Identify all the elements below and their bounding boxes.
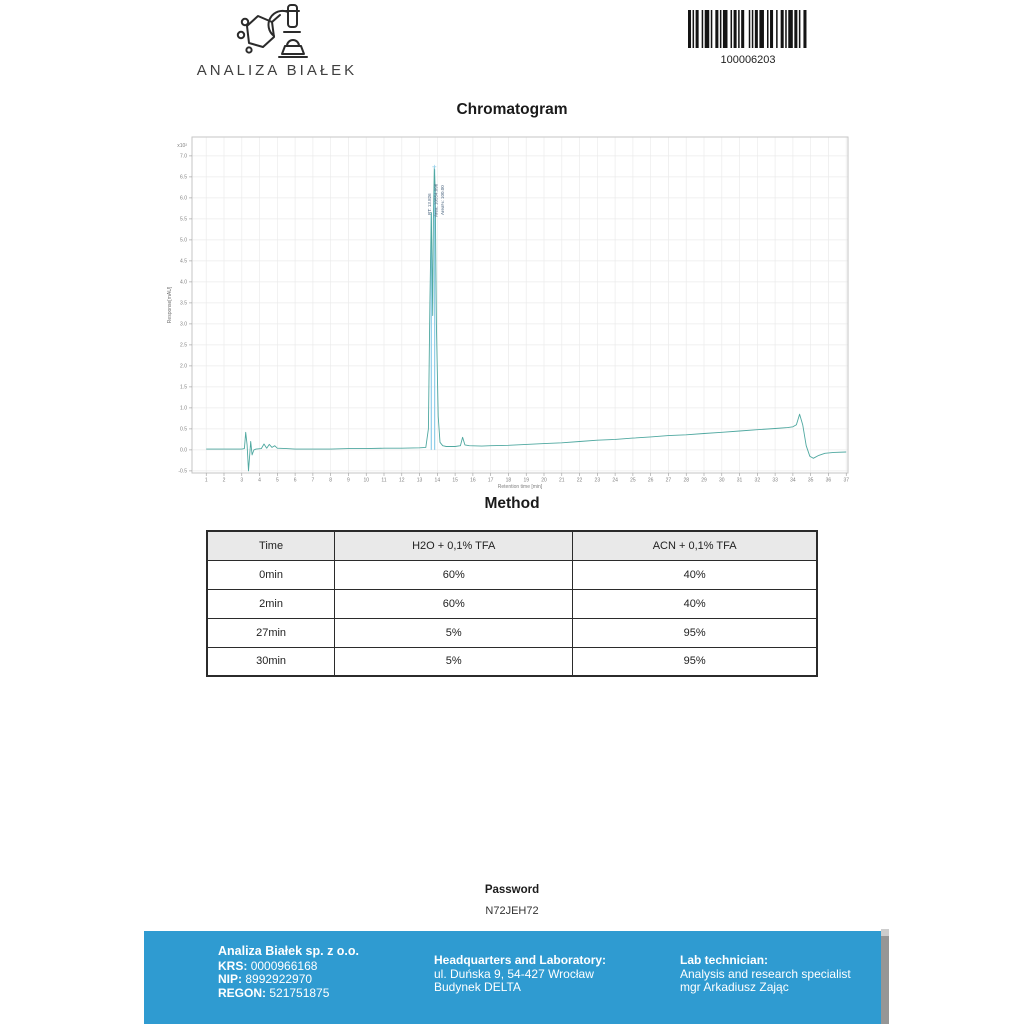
method-header-row	[207, 531, 817, 560]
company-nip: NIP: 8992922970	[218, 972, 313, 986]
x-tick-label: 34	[790, 477, 796, 484]
method-table-head	[207, 531, 817, 560]
y-tick-label: 0.5	[180, 426, 187, 433]
x-tick-label: 4	[258, 477, 261, 484]
peak-apex-marker: +	[431, 162, 437, 172]
x-tick-label: 19	[523, 477, 530, 484]
x-tick-label: 20	[541, 477, 547, 484]
x-tick-label: 14	[434, 477, 441, 484]
technician-line2: mgr Arkadiusz Zając	[680, 980, 789, 994]
y-tick-label: 4.0	[180, 279, 187, 286]
company-krs: KRS: 0000966168	[218, 958, 318, 973]
password-value: N72JEH72	[485, 905, 539, 917]
x-tick-label: 24	[612, 477, 618, 484]
method-cell: 0min	[207, 560, 335, 589]
peak-rt-label: RT: 13.826	[426, 193, 432, 215]
technician-line1: Analysis and research specialist	[680, 966, 851, 981]
method-row	[207, 647, 817, 676]
x-tick-label: 36	[825, 477, 832, 484]
x-tick-label: 21	[558, 477, 565, 484]
x-tick-label: 12	[398, 477, 405, 484]
footer-technician-block	[680, 954, 851, 995]
y-tick-label: 3.5	[180, 300, 187, 307]
x-tick-label: 16	[470, 477, 476, 484]
y-tick-label: 5.0	[180, 237, 187, 244]
method-cell: 30min	[207, 647, 335, 676]
headquarters-address2: Budynek DELTA	[434, 980, 521, 994]
technician-title: Lab technician:	[680, 953, 769, 967]
x-tick-label: 5	[275, 477, 279, 484]
x-tick-label: 28	[683, 477, 690, 484]
method-cell: 95%	[573, 618, 817, 647]
y-tick-label: 4.5	[180, 258, 187, 265]
y-axis-multiplier: x10²	[177, 142, 187, 149]
x-tick-label: 25	[630, 477, 636, 484]
method-title: Method	[484, 495, 540, 512]
method-table	[206, 530, 818, 677]
method-cell: 27min	[207, 618, 335, 647]
x-tick-label: 29	[701, 477, 707, 484]
method-cell: 2min	[207, 589, 335, 618]
y-tick-label: 6.5	[180, 174, 187, 181]
method-cell: 60%	[335, 560, 573, 589]
y-tick-label: 7.0	[180, 153, 187, 160]
y-tick-label: 2.5	[180, 342, 187, 349]
headquarters-address1: ul. Duńska 9, 54-427 Wrocław	[434, 966, 594, 981]
x-tick-label: 22	[576, 477, 583, 484]
x-tick-label: 30	[718, 477, 725, 484]
x-tick-label: 33	[772, 477, 778, 484]
method-row	[207, 560, 817, 589]
y-tick-label: 1.5	[180, 384, 187, 391]
password-label: Password	[484, 884, 540, 896]
method-row	[207, 589, 817, 618]
y-tick-label: -0.5	[178, 468, 187, 475]
brand-name: ANALIZA BIAŁEK	[196, 62, 358, 79]
method-row	[207, 618, 817, 647]
y-tick-label: 1.0	[180, 405, 187, 412]
x-tick-label: 18	[505, 477, 512, 484]
company-name: Analiza Białek sp. z o.o.	[218, 944, 360, 958]
y-tick-label: 3.0	[180, 321, 187, 328]
method-col-header: Time	[207, 531, 335, 560]
peak-area-pct-label: Area%: 100.00	[439, 185, 445, 215]
footer	[144, 931, 881, 1024]
x-tick-label: 3	[240, 477, 244, 484]
y-tick-label: 5.5	[180, 216, 187, 223]
x-tick-label: 37	[843, 477, 850, 484]
y-tick-label: 2.0	[180, 363, 187, 370]
x-axis-label: Retention time [min]	[497, 484, 543, 490]
logo-icon	[232, 2, 322, 62]
x-tick-label: 11	[381, 477, 387, 484]
x-tick-label: 6	[293, 477, 297, 484]
method-cell: 40%	[573, 589, 817, 618]
x-tick-label: 17	[487, 477, 494, 484]
x-tick-label: 31	[736, 477, 743, 484]
headquarters-title: Headquarters and Laboratory:	[434, 953, 607, 967]
method-cell: 60%	[335, 589, 573, 618]
x-tick-label: 35	[807, 477, 814, 484]
barcode-value: 100006203	[720, 54, 776, 66]
method-cell: 5%	[335, 647, 573, 676]
barcode	[688, 10, 808, 48]
x-tick-label: 15	[452, 477, 458, 484]
y-tick-label: 0.0	[180, 447, 187, 454]
footer-headquarters-block	[434, 954, 606, 995]
chromatogram-title: Chromatogram	[456, 101, 568, 118]
footer-company-block	[218, 945, 359, 1000]
page-edge-shadow-cap	[881, 929, 889, 936]
method-table-body	[207, 560, 817, 676]
peak-area-label: Area: 10554.096	[433, 183, 439, 217]
x-tick-label: 32	[754, 477, 761, 484]
x-tick-label: 8	[329, 477, 333, 484]
x-tick-label: 1	[204, 477, 208, 484]
x-tick-label: 27	[665, 477, 672, 484]
x-tick-label: 13	[416, 477, 423, 484]
x-tick-label: 26	[647, 477, 654, 484]
x-tick-label: 2	[222, 477, 226, 484]
x-tick-label: 23	[594, 477, 601, 484]
method-cell: 95%	[573, 647, 817, 676]
company-regon: REGON: 521751875	[218, 985, 330, 1000]
method-col-header: ACN + 0,1% TFA	[573, 531, 817, 560]
x-tick-label: 10	[363, 477, 370, 484]
y-tick-label: 6.0	[180, 195, 187, 202]
x-tick-label: 9	[347, 477, 350, 484]
method-cell: 40%	[573, 560, 817, 589]
method-col-header: H2O + 0,1% TFA	[335, 531, 573, 560]
method-cell: 5%	[335, 618, 573, 647]
x-tick-label: 7	[311, 477, 315, 484]
plot-border	[192, 137, 848, 473]
y-axis-label: Response[mAU]	[167, 286, 173, 324]
page-edge-shadow	[881, 929, 889, 1024]
chromatogram-chart	[160, 125, 860, 493]
